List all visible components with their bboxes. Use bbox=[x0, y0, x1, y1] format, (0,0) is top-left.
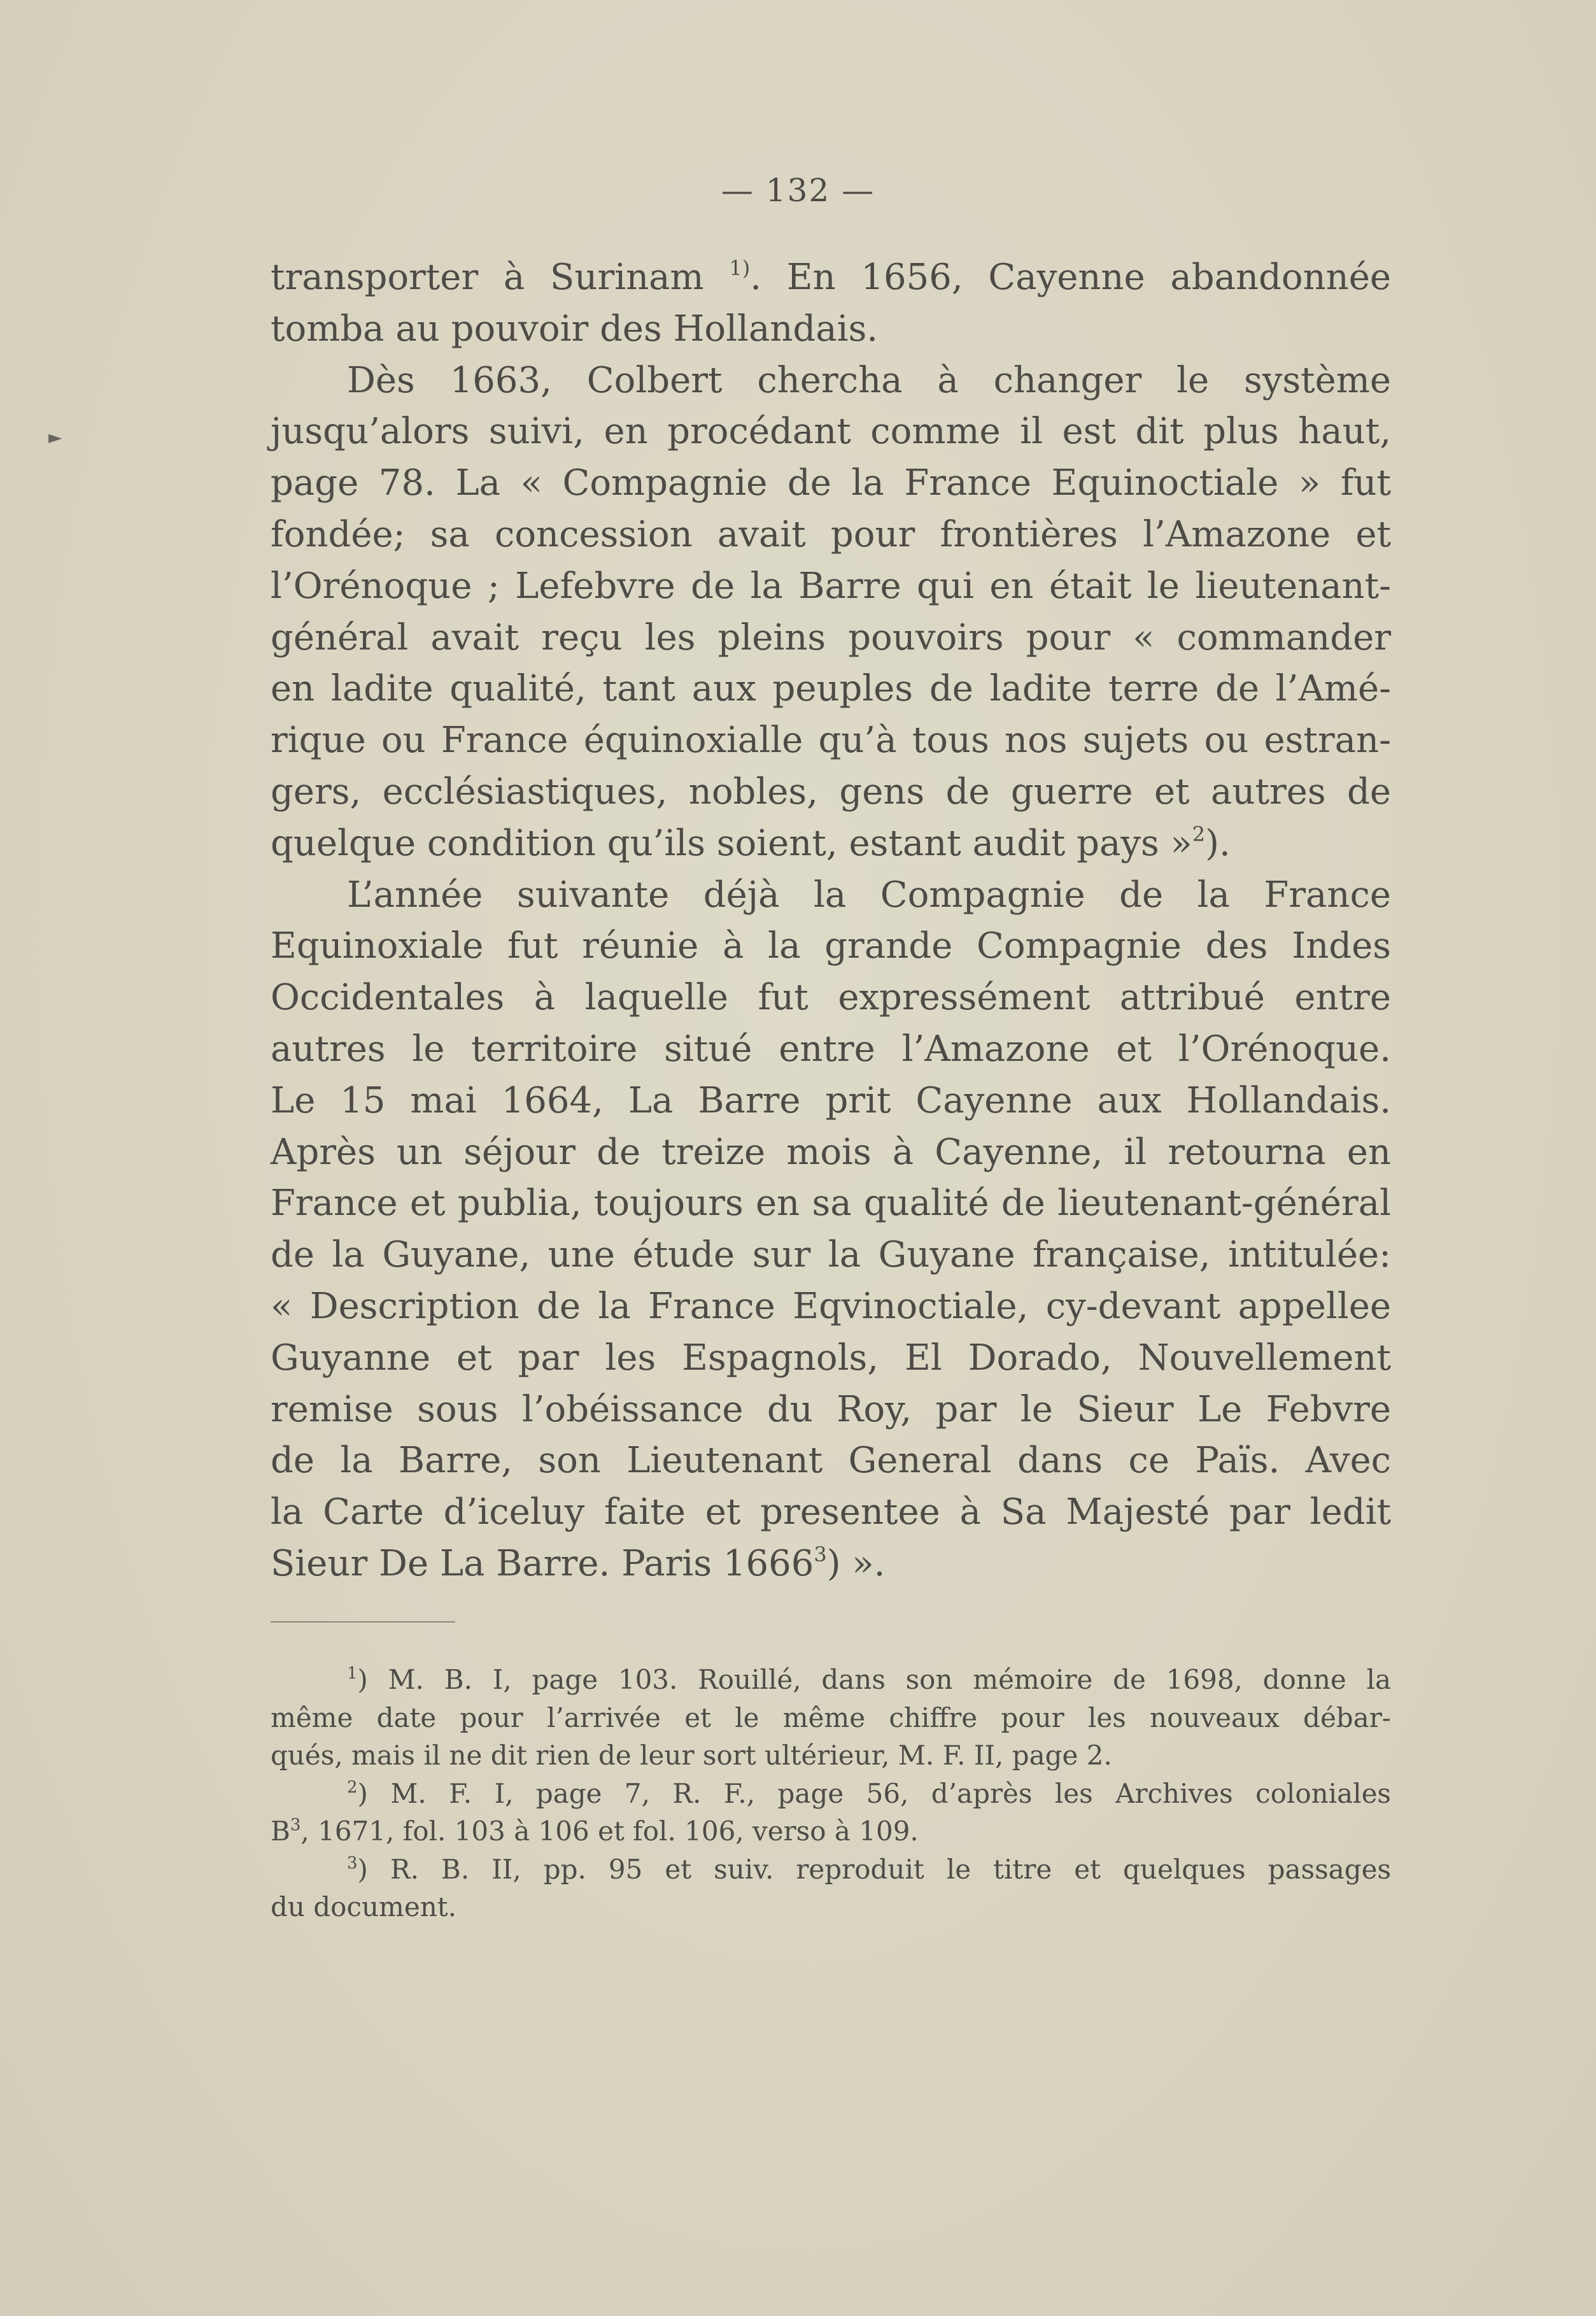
footnote-line: $^3$) R. B. II, pp. 95 et suiv. reproduit le titre et quelques passages bbox=[347, 1853, 1391, 1885]
body-line: page 78. La « Compagnie de la France Equinoctiale » fut bbox=[271, 462, 1391, 504]
body-line: gers, ecclésiastiques, nobles, gens de guerre et autres de bbox=[271, 771, 1391, 813]
body-line: Le 15 mai 1664, La Barre prit Cayenne aux Hollandais. bbox=[271, 1079, 1391, 1121]
body-line: tomba au pouvoir des Hollandais. bbox=[271, 308, 879, 350]
body-text bbox=[271, 252, 1391, 1590]
body-line: jusqu’alors suivi, en procédant comme il est dit plus haut, bbox=[271, 411, 1391, 453]
body-line: en ladite qualité, tant aux peuples de ladite terre de l’Amé- bbox=[271, 668, 1391, 710]
body-line: Après un séjour de treize mois à Cayenne, il retourna en bbox=[271, 1131, 1391, 1173]
body-line: remise sous l’obéissance du Roy, par le Sieur Le Febvre bbox=[271, 1388, 1391, 1430]
body-line: Guyanne et par les Espagnols, El Dorado, Nouvellement bbox=[271, 1337, 1391, 1379]
body-line: L’année suivante déjà la Compagnie de la France bbox=[347, 874, 1391, 916]
footnote-line: $^1$) M. B. I, page 103. Rouillé, dans son mémoire de 1698, donne la bbox=[347, 1664, 1391, 1695]
body-line: France et publia, toujours en sa qualité de lieutenant-général bbox=[271, 1183, 1391, 1225]
footnote-line: du document. bbox=[271, 1891, 456, 1922]
footnotes bbox=[271, 1661, 1391, 1926]
body-line: transporter à Surinam $^{1)}$. En 1656, Cayenne abandonnée bbox=[271, 256, 1391, 298]
body-line: Equinoxiale fut réunie à la grande Compagnie des Indes bbox=[271, 925, 1391, 967]
body-line: rique ou France équinoxialle qu’à tous nos sujets ou estran- bbox=[271, 720, 1391, 762]
body-line: Dès 1663, Colbert chercha à changer le système bbox=[347, 359, 1391, 401]
body-line: quelque condition qu’ils soient, estant audit pays »$^2$). bbox=[271, 821, 1231, 864]
footnote-line: même date pour l’arrivée et le même chiffre pour les nouveaux débar- bbox=[271, 1701, 1391, 1733]
footnote-line: $^2$) M. F. I, page 7, R. F., page 56, d’après les Archives coloniales bbox=[347, 1777, 1391, 1809]
footnote-separator bbox=[271, 1621, 455, 1623]
body-line: Sieur De La Barre. Paris 1666$^3$) ». bbox=[271, 1542, 886, 1584]
body-line: fondée; sa concession avait pour frontières l’Amazone et bbox=[271, 513, 1391, 555]
footnote-line: $B^3$, 1671, fol. 103 à 106 et fol. 106, verso à 109. bbox=[271, 1815, 919, 1847]
footnote-line: qués, mais il ne dit rien de leur sort ultérieur, M. F. II, page 2. bbox=[271, 1740, 1112, 1771]
page-number: — 132 — bbox=[721, 172, 875, 209]
margin-mark-arrow: ► bbox=[48, 427, 62, 448]
body-line: autres le territoire situé entre l’Amazone et l’Orénoque. bbox=[271, 1028, 1391, 1070]
body-line: de la Barre, son Lieutenant General dans ce Païs. Avec bbox=[271, 1440, 1391, 1482]
body-line: Occidentales à laquelle fut expressément attribué entre bbox=[271, 977, 1391, 1019]
body-line: l’Orénoque ; Lefebvre de la Barre qui en était le lieutenant- bbox=[271, 565, 1391, 607]
body-line: général avait reçu les pleins pouvoirs pour « commander bbox=[271, 616, 1391, 658]
body-line: « Description de la France Eqvinoctiale, cy-devant appellee bbox=[271, 1285, 1391, 1327]
body-line: de la Guyane, une étude sur la Guyane française, intitulée: bbox=[271, 1234, 1391, 1276]
body-line: la Carte d’iceluy faite et presentee à Sa Majesté par ledit bbox=[271, 1491, 1391, 1533]
